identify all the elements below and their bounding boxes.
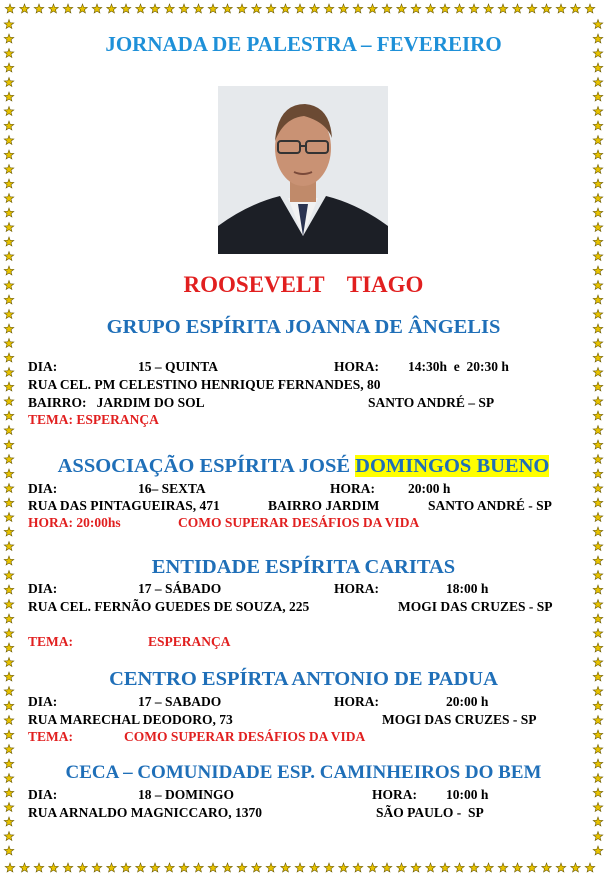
- border-star: [368, 863, 378, 872]
- border-star: [593, 498, 603, 507]
- border-star: [237, 4, 247, 13]
- event-1-street: RUA CEL. PM CELESTINO HENRIQUE FERNANDES, 80: [28, 377, 381, 392]
- border-star: [63, 4, 73, 13]
- border-star: [593, 542, 603, 551]
- border-star: [4, 179, 14, 188]
- border-star: [4, 600, 14, 609]
- border-star: [4, 643, 14, 652]
- border-star: [266, 4, 276, 13]
- border-star: [20, 863, 30, 872]
- event-1-dia-label: DIA:: [28, 359, 58, 374]
- event-2-hora-label: HORA:: [330, 481, 375, 496]
- border-star: [368, 4, 378, 13]
- border-star: [455, 863, 465, 872]
- border-star: [593, 194, 603, 203]
- border-star: [49, 863, 59, 872]
- border-star: [593, 223, 603, 232]
- border-star: [339, 4, 349, 13]
- event-5-dia-label: DIA:: [28, 787, 58, 802]
- border-star: [411, 4, 421, 13]
- border-star: [4, 353, 14, 362]
- border-star: [527, 4, 537, 13]
- event-1-hora: 14:30h e 20:30 h: [408, 359, 509, 374]
- border-star: [4, 208, 14, 217]
- border-star: [411, 863, 421, 872]
- border-star: [4, 382, 14, 391]
- border-star: [593, 643, 603, 652]
- border-star: [5, 4, 15, 13]
- border-star: [571, 4, 581, 13]
- border-star: [34, 4, 44, 13]
- border-star: [150, 4, 160, 13]
- border-star: [4, 252, 14, 261]
- event-4-dia: 17 – SABADO: [138, 694, 222, 709]
- border-star: [498, 4, 508, 13]
- border-star: [593, 382, 603, 391]
- border-star: [4, 484, 14, 493]
- border-star: [593, 600, 603, 609]
- border-star: [593, 397, 603, 406]
- border-star: [78, 4, 88, 13]
- border-star: [397, 863, 407, 872]
- border-star: [382, 863, 392, 872]
- event-2-org-a: ASSOCIAÇÃO ESPÍRITA JOSÉ: [57, 455, 356, 477]
- border-star: [4, 63, 14, 72]
- border-star: [593, 20, 603, 29]
- border-star: [4, 730, 14, 739]
- border-star: [150, 863, 160, 872]
- border-star: [4, 121, 14, 130]
- event-3-hora: 18:00 h: [446, 581, 489, 596]
- event-5-hora: 10:00 h: [446, 787, 489, 802]
- border-star: [310, 863, 320, 872]
- border-star: [593, 92, 603, 101]
- border-star: [593, 136, 603, 145]
- event-4-hora-label: HORA:: [334, 694, 379, 709]
- border-star: [593, 730, 603, 739]
- border-star: [455, 4, 465, 13]
- border-star: [252, 863, 262, 872]
- event-1-org: GRUPO ESPÍRITA JOANNA DE ÂNGELIS: [106, 316, 501, 338]
- border-star: [4, 817, 14, 826]
- border-star: [593, 252, 603, 261]
- border-star: [593, 629, 603, 638]
- border-star: [324, 863, 334, 872]
- border-star: [92, 4, 102, 13]
- event-1-city: SANTO ANDRÉ – SP: [368, 395, 495, 410]
- border-star: [556, 4, 566, 13]
- page-title: JORNADA DE PALESTRA – FEVEREIRO: [105, 32, 502, 56]
- border-star: [4, 658, 14, 667]
- border-star: [121, 4, 131, 13]
- border-star: [593, 832, 603, 841]
- border-star: [593, 716, 603, 725]
- border-star: [121, 863, 131, 872]
- border-star: [593, 701, 603, 710]
- border-star: [426, 4, 436, 13]
- border-star: [593, 107, 603, 116]
- border-star: [593, 411, 603, 420]
- border-star: [4, 78, 14, 87]
- border-star: [484, 863, 494, 872]
- border-star: [165, 4, 175, 13]
- event-2-hora: 20:00 h: [408, 481, 451, 496]
- border-star: [4, 788, 14, 797]
- border-star: [4, 614, 14, 623]
- border-star: [4, 237, 14, 246]
- border-star: [593, 368, 603, 377]
- event-3-hora-label: HORA:: [334, 581, 379, 596]
- border-star: [593, 527, 603, 536]
- border-star: [353, 4, 363, 13]
- border-star: [4, 542, 14, 551]
- border-star: [593, 440, 603, 449]
- event-3-street: RUA CEL. FERNÃO GUEDES DE SOUZA, 225: [28, 599, 310, 614]
- event-2-dia: 16– SEXTA: [138, 481, 206, 496]
- border-star: [571, 863, 581, 872]
- border-star: [179, 863, 189, 872]
- border-star: [136, 4, 146, 13]
- border-star: [593, 484, 603, 493]
- border-star: [4, 150, 14, 159]
- border-star: [4, 745, 14, 754]
- event-1-tema: TEMA: ESPERANÇA: [28, 412, 159, 427]
- border-star: [4, 716, 14, 725]
- border-star: [469, 4, 479, 13]
- border-star: [63, 863, 73, 872]
- border-star: [223, 4, 233, 13]
- border-star: [107, 863, 117, 872]
- border-star: [593, 165, 603, 174]
- border-star: [593, 614, 603, 623]
- border-star: [339, 863, 349, 872]
- event-2-city: SANTO ANDRÉ - SP: [428, 498, 552, 513]
- border-star: [4, 165, 14, 174]
- border-star: [426, 863, 436, 872]
- border-star: [4, 92, 14, 101]
- event-1-bairro: BAIRRO: JARDIM DO SOL: [28, 395, 205, 410]
- border-star: [252, 4, 262, 13]
- event-4-tema: COMO SUPERAR DESÁFIOS DA VIDA: [124, 729, 366, 744]
- border-star: [4, 426, 14, 435]
- border-star: [556, 863, 566, 872]
- border-star: [593, 150, 603, 159]
- event-2-dia-label: DIA:: [28, 481, 58, 496]
- border-star: [4, 411, 14, 420]
- border-star: [542, 4, 552, 13]
- border-star: [295, 4, 305, 13]
- event-5-city: SÃO PAULO - SP: [376, 805, 484, 820]
- border-star: [281, 863, 291, 872]
- event-1-hora-label: HORA:: [334, 359, 379, 374]
- border-star: [513, 4, 523, 13]
- border-star: [208, 4, 218, 13]
- speaker-name: ROOSEVELT TIAGO: [183, 272, 424, 297]
- border-star: [593, 803, 603, 812]
- event-1-dia: 15 – QUINTA: [138, 359, 219, 374]
- border-star: [194, 4, 204, 13]
- border-star: [440, 863, 450, 872]
- event-4-dia-label: DIA:: [28, 694, 58, 709]
- border-star: [527, 863, 537, 872]
- border-star: [78, 863, 88, 872]
- border-star: [4, 629, 14, 638]
- border-star: [4, 194, 14, 203]
- event-2-bairro: BAIRRO JARDIM: [268, 498, 380, 513]
- event-3-dia: 17 – SÁBADO: [138, 581, 222, 596]
- border-star: [4, 846, 14, 855]
- border-star: [498, 863, 508, 872]
- border-star: [20, 4, 30, 13]
- border-star: [281, 4, 291, 13]
- border-star: [4, 527, 14, 536]
- border-star: [353, 863, 363, 872]
- border-star: [542, 863, 552, 872]
- border-star: [593, 78, 603, 87]
- event-2-org-highlight: DOMINGOS BUENO: [355, 455, 550, 477]
- event-4-hora: 20:00 h: [446, 694, 489, 709]
- event-3-org: ENTIDADE ESPÍRITA CARITAS: [151, 556, 456, 578]
- border-star: [593, 179, 603, 188]
- border-star: [484, 4, 494, 13]
- border-star: [593, 658, 603, 667]
- border-star: [593, 339, 603, 348]
- border-star: [310, 4, 320, 13]
- border-star: [593, 846, 603, 855]
- border-star: [266, 863, 276, 872]
- border-star: [4, 223, 14, 232]
- event-4-org: CENTRO ESPÍRTA ANTONIO DE PADUA: [109, 668, 498, 690]
- border-star: [136, 863, 146, 872]
- event-5-hora-label: HORA:: [372, 787, 417, 802]
- border-star: [585, 863, 595, 872]
- border-star: [4, 440, 14, 449]
- border-star: [4, 585, 14, 594]
- border-star: [593, 237, 603, 246]
- border-star: [593, 121, 603, 130]
- border-star: [4, 803, 14, 812]
- border-star: [165, 863, 175, 872]
- border-star: [34, 863, 44, 872]
- event-4-city: MOGI DAS CRUZES - SP: [382, 712, 537, 727]
- border-star: [5, 863, 15, 872]
- border-star: [4, 701, 14, 710]
- border-star: [4, 397, 14, 406]
- border-star: [107, 4, 117, 13]
- border-star: [593, 585, 603, 594]
- event-2-hora2: HORA: 20:00hs: [28, 515, 121, 530]
- speaker-photo: [218, 86, 388, 254]
- event-5-org: CECA – COMUNIDADE ESP. CAMINHEIROS DO BEM: [65, 762, 542, 783]
- border-star: [593, 63, 603, 72]
- border-star: [194, 863, 204, 872]
- border-star: [513, 863, 523, 872]
- border-star: [179, 4, 189, 13]
- border-star: [49, 4, 59, 13]
- event-4-street: RUA MARECHAL DEODORO, 73: [28, 712, 233, 727]
- border-star: [585, 4, 595, 13]
- border-star: [593, 426, 603, 435]
- event-5-dia: 18 – DOMINGO: [138, 787, 234, 802]
- border-star: [4, 136, 14, 145]
- event-4-tema-label: TEMA:: [28, 729, 73, 744]
- border-star: [4, 107, 14, 116]
- event-3-dia-label: DIA:: [28, 581, 58, 596]
- border-star: [237, 863, 247, 872]
- border-star: [440, 4, 450, 13]
- border-star: [4, 498, 14, 507]
- border-star: [593, 745, 603, 754]
- border-star: [223, 863, 233, 872]
- border-star: [208, 863, 218, 872]
- border-star: [593, 788, 603, 797]
- border-star: [382, 4, 392, 13]
- event-2-org: [0, 455, 607, 478]
- border-star: [324, 4, 334, 13]
- event-2-street: RUA DAS PINTAGUEIRAS, 471: [28, 498, 220, 513]
- border-star: [593, 513, 603, 522]
- border-star: [593, 817, 603, 826]
- event-3-city: MOGI DAS CRUZES - SP: [398, 599, 553, 614]
- event-3-tema: ESPERANÇA: [148, 634, 231, 649]
- border-star: [4, 20, 14, 29]
- border-star: [4, 832, 14, 841]
- border-star: [4, 368, 14, 377]
- border-star: [4, 513, 14, 522]
- event-3-tema-label: TEMA:: [28, 634, 73, 649]
- border-star: [4, 339, 14, 348]
- event-5-street: RUA ARNALDO MAGNICCARO, 1370: [28, 805, 263, 820]
- border-star: [469, 863, 479, 872]
- border-star: [397, 4, 407, 13]
- border-star: [593, 353, 603, 362]
- border-star: [295, 863, 305, 872]
- border-star: [593, 208, 603, 217]
- border-star: [92, 863, 102, 872]
- event-2-tema: COMO SUPERAR DESÁFIOS DA VIDA: [178, 515, 420, 530]
